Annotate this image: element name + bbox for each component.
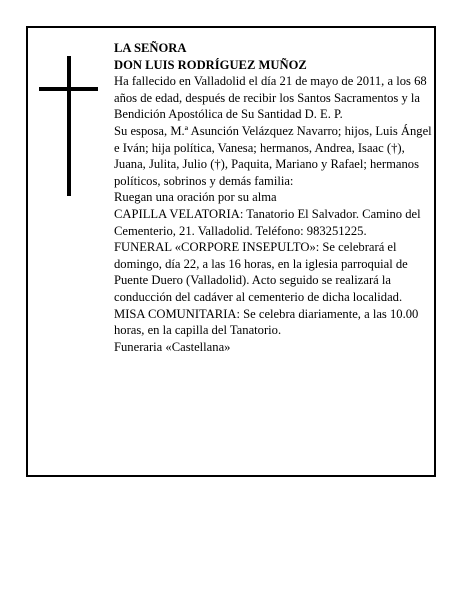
cross-vertical-bar (67, 56, 71, 196)
obituary-notice (26, 26, 436, 477)
chapel-info: CAPILLA VELATORIA: Tanatorio El Salvador. Camino del Cementerio, 21. Valladolid. Teléfono: 983251225. (114, 206, 421, 238)
title-line-1: LA SEÑORA (114, 41, 187, 55)
death-announcement: Ha fallecido en Valladolid el día 21 de mayo de 2011, a los 68 años de edad, después de recibir los Santos Sacramentos y la Bendición Apostólica de Su Santidad D. E. P. (114, 74, 427, 122)
deceased-name: DON LUIS RODRÍGUEZ MUÑOZ (114, 57, 307, 72)
mass-info: MISA COMUNITARIA: Se celebra diariamente, a las 10.00 horas, en la capilla del Tanatorio. (114, 306, 419, 338)
family-list: Su esposa, M.ª Asunción Velázquez Navarro; hijos, Luis Ángel e Iván; hija política, Vanesa; hermanos, Andrea, Isaac (†), Juana, Julita, Julio (†), Paquita, Mariano y Rafael; hermanos políticos, sobrinos y demás familia: (114, 123, 432, 188)
notice-text (114, 40, 432, 355)
funeral-info: FUNERAL «CORPORE INSEPULTO»: Se celebrará el domingo, día 22, a las 16 horas, en la iglesia parroquial de Puente Duero (Valladolid). Acto seguido se realizará la conducción del cadáver al cementerio de dicha localidad. (114, 240, 408, 304)
cross-horizontal-bar (39, 87, 98, 91)
prayer-request: Ruegan una oración por su alma (114, 190, 277, 205)
funeral-home: Funeraria «Castellana» (114, 339, 231, 354)
